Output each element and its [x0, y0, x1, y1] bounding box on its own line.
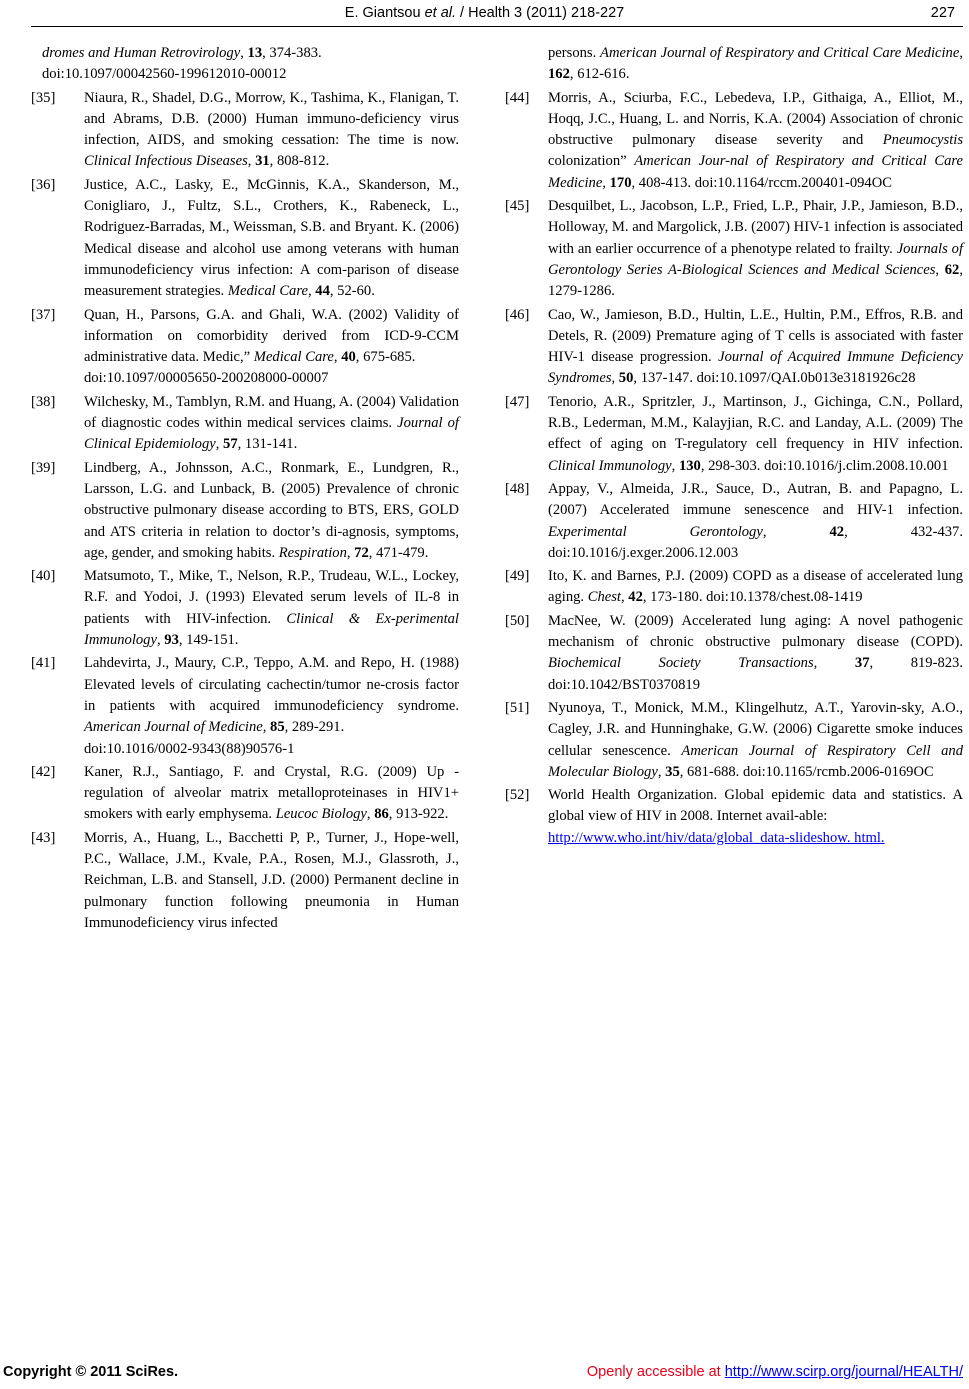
reference-continuation: persons. American Journal of Respiratory and Critical Care Medicine, 162, 612-616.: [548, 45, 963, 83]
ref-text: Morris, A., Sciurba, F.C., Lebedeva, I.P., Githaiga, A., Elliot, M., Hoqq, J.C., Huang, L. and Norris, K.A. (2004) Association of chronic obstructive pulmonary disease severity and: [548, 89, 963, 149]
ref-volume: 72: [354, 544, 369, 561]
ref-number: [43]: [31, 829, 56, 846]
ref-pages: , 675-685.: [355, 349, 416, 366]
ref-journal: dromes and Human Retrovirology: [42, 45, 241, 61]
reference-item: [37] Quan, H., Parsons, G.A. and Ghali, W.A. (2002) Validity of information on comorbidity derived from ICD-9-CCM administrative data. Medic,” Medical Care, 40, 675-685. doi:10.1097/00005650-200208000-00007: [31, 306, 459, 387]
ref-number: [45]: [505, 198, 530, 215]
ref-number: [47]: [505, 393, 530, 410]
ref-doi: doi:10.1016/0002-9343(88)90576-1: [84, 740, 295, 757]
reference-continuation: dromes and Human Retrovirology, 13, 374-383. doi:10.1097/00042560-199612010-00012: [42, 45, 322, 83]
ref-number: [40]: [31, 568, 56, 585]
ref-text: Desquilbet, L., Jacobson, L.P., Fried, L.P., Phair, J.P., Jamieson, B.D., Holloway, M. and Margolick, J.B. (2007) HIV-1 infection is associated with an earlier occurrence of a phenotype related to frailty.: [548, 198, 963, 257]
ref-text: Wilchesky, M., Tamblyn, R.M. and Huang, A. (2004) Validation of diagnostic codes within medical services claims.: [84, 393, 459, 432]
reference-item: [45] Desquilbet, L., Jacobson, L.P., Fried, L.P., Phair, J.P., Jamieson, B.D., Holloway, M. and Margolick, J.B. (2007) HIV-1 infection is associated with an earlier occurrence of a phenotype related to frailty. Journals of Gerontology Series A-Biological Sciences and Medical Sciences, 62, 1279-1286.: [505, 198, 964, 300]
reference-item: [31, 828, 459, 934]
ref-text: Ito, K. and Barnes, P.J. (2009) COPD as a disease of accelerated lung aging.: [548, 568, 963, 606]
ref-pages: , 471-479.: [368, 544, 429, 561]
left-reference-list: [31, 88, 459, 935]
page-number: 227: [930, 5, 955, 21]
ref-number: [48]: [505, 480, 530, 497]
ref-pages: , 149-151.: [178, 632, 239, 649]
ref-volume: 170: [609, 174, 632, 191]
page-footer: [0, 1364, 969, 1386]
reference-item: [47] Tenorio, A.R., Spritzler, J., Martinson, J., Gichinga, C.N., Pollard, R.B., Lederman, M.M., Kalayjian, R.C. and Landay, A.L. (2009) The effect of aging on T-regulatory cell frequency in HIV infection. Clinical Immunology, 130, 298-303. doi:10.1016/j.clim.2008.10.001: [505, 393, 963, 474]
ref-pages: , 913-922.: [388, 806, 449, 823]
ref-volume: 57: [223, 436, 238, 453]
ref-journal: Medical Care: [227, 283, 308, 300]
reference-item: [505, 785, 963, 849]
ref-text: colonization”: [548, 153, 635, 170]
ref-journal: Experimental Gerontology: [548, 523, 763, 540]
ref-journal: Medical Care: [253, 349, 334, 366]
reference-item: [35] Niaura, R., Shadel, D.G., Morrow, K., Tashima, K., Flanigan, T. and Abrams, D.B. (2000) Human immuno-deficiency virus infection, AIDS, and smoking cessation: The time is now. Clinical Infectious Diseases, 31, 808-812.: [31, 89, 459, 170]
reference-item: [48] Appay, V., Almeida, J.R., Sauce, D., Autran, B. and Papagno, L. (2007) Accelerated immune senescence and HIV-1 infection. Experimental Gerontology, 42, 432-437. doi:10.1016/j.exger.2006.12.003: [505, 480, 964, 561]
ref-text: Lindberg, A., Johnsson, A.C., Ronmark, E., Lundgren, R., Larsson, L.G. and Lunback, B. (2005) Prevalence of chronic obstructive pulmonary disease according to BTS, ERS, GOLD and ATS criteria in relation to doctor’s di-agnosis, symptoms, age, gender, and smoking habits.: [84, 459, 459, 561]
ref-text: Nyunoya, T., Monick, M.M., Klingelhutz, A.T., Yarovin-sky, A.O., Cagley, J.R. and Hunninghake, G.W. (2006) Cigarette smoke induces cellular senescence.: [548, 699, 963, 759]
ref-pages: , 137-147. doi:10.1097/QAI.0b013e3181926c28: [633, 370, 916, 387]
ref-text: Quan, H., Parsons, G.A. and Ghali, W.A. (2002) Validity of information on comorbidity derived from ICD-9-CCM administrative data. Medic,”: [84, 306, 459, 366]
reference-item: [36] Justice, A.C., Lasky, E., McGinnis, K.A., Skanderson, M., Conigliaro, J., Fultz, S.L., Crothers, K., Rabeneck, L., Rodriguez-Barradas, M., Weissman, S.B. and Bryant. K. (2006) Medical disease and alcohol use among veterans with human immunodeficiency virus infection: A com-parison of disease measurement strategies. Medical Care, 44, 52-60.: [31, 176, 459, 300]
ref-number: [41]: [31, 655, 56, 672]
ref-text: Cao, W., Jamieson, B.D., Hultin, L.E., Hultin, P.M., Effros, R.B. and Detels, R. (2009) Premature aging of T cells is associated with faster HIV-1 disease progression.: [548, 306, 963, 366]
ref-journal: American Journal of Respiratory Cell and Molecular Biology: [548, 742, 964, 780]
ref-text: Matsumoto, T., Mike, T., Nelson, R.P., Trudeau, W.L., Lockey, R.F. and Yodoi, J. (1993) Elevated serum levels of IL-8 in patients with HIV-infection.: [84, 568, 459, 627]
ref-number: [42]: [31, 763, 56, 780]
ref-volume: 37: [854, 655, 870, 672]
ref-number: [46]: [505, 306, 530, 323]
ref-pages: , 374-383.: [262, 45, 322, 61]
ref-pages: , 681-688. doi:10.1165/rcmb.2006-0169OC: [679, 763, 934, 780]
ref-volume: 42: [628, 589, 643, 606]
ref-pages: , 432-437. doi:10.1016/j.exger.2006.12.003: [548, 523, 964, 561]
ref-text: Tenorio, A.R., Spritzler, J., Martinson, J., Gichinga, C.N., Pollard, R.B., Lederman, M.M., Kalayjian, R.C. and Landay, A.L. (2009) The effect of aging on T-regulatory cell frequency in HIV infection.: [548, 393, 963, 453]
reference-item: [41] Lahdevirta, J., Maury, C.P., Teppo, A.M. and Repo, H. (1988) Elevated levels of circulating cachectin/tumor ne-crosis factor in patients with acquired immunodeficiency syndrome. American Journal of Medicine, 85, 289-291. doi:10.1016/0002-9343(88)90576-1: [31, 655, 459, 757]
header-et-al: et al.: [424, 5, 457, 21]
ref-number: [51]: [505, 699, 530, 716]
journal-link[interactable]: http://www.scirp.org/journal/HEALTH/: [724, 1364, 963, 1380]
ref-journal: Journal of Acquired Immune Deficiency Syndromes: [548, 349, 963, 387]
reference-item: [38] Wilchesky, M., Tamblyn, R.M. and Huang, A. (2004) Validation of diagnostic codes within medical services claims. Journal of Clinical Epidemiology, 57, 131-141.: [31, 393, 459, 453]
ref-text: persons.: [548, 45, 601, 61]
who-link[interactable]: http://www.who.int/hiv/data/global_data-slideshow. html.: [548, 829, 885, 846]
ref-volume: 13: [247, 45, 263, 61]
ref-number: [36]: [31, 176, 56, 193]
ref-text: Justice, A.C., Lasky, E., McGinnis, K.A., Skanderson, M., Conigliaro, J., Fultz, S.L., Crothers, K., Rabeneck, L., Rodriguez-Barradas, M., Weissman, S.B. and Bryant. K. (2006) Medical disease and alcohol use among veterans with human immunodeficiency virus infection: A com-parison of disease measurement strategies.: [84, 176, 459, 300]
ref-pages: , 808-812.: [269, 153, 330, 170]
ref-number: [49]: [505, 568, 530, 585]
ref-number: [50]: [505, 612, 530, 629]
ref-journal: Respiration: [278, 544, 347, 561]
ref-number: [52]: [505, 787, 530, 804]
ref-volume: 86: [374, 806, 389, 823]
reference-item: [44] Morris, A., Sciurba, F.C., Lebedeva, I.P., Githaiga, A., Elliot, M., Hoqq, J.C., Huang, L. and Norris, K.A. (2004) Association of chronic obstructive pulmonary disease severity and Pneumocystis colonization” American Jour-nal of Respiratory and Critical Care Medicine, 170, 408-413. doi:10.1164/rccm.200401-094OC: [505, 89, 964, 191]
reference-item: [49] Ito, K. and Barnes, P.J. (2009) COPD as a disease of accelerated lung aging. Chest, 42, 173-180. doi:10.1378/chest.08-1419: [505, 568, 963, 606]
header-citation: / Health 3 (2011) 218-227: [456, 5, 625, 21]
reference-item: [39] Lindberg, A., Johnsson, A.C., Ronmark, E., Lundgren, R., Larsson, L.G. and Lunback, B. (2005) Prevalence of chronic obstructive pulmonary disease according to BTS, ERS, GOLD and ATS criteria in relation to doctor’s di-agnosis, symptoms, age, gender, and smoking habits. Respiration, 72, 471-479.: [31, 459, 459, 561]
running-header: [0, 5, 969, 21]
ref-text: Appay, V., Almeida, J.R., Sauce, D., Autran, B. and Papagno, L. (2007) Accelerated immune senescence and HIV-1 infection.: [548, 480, 963, 519]
ref-journal: American Journal of Respiratory and Critical Care Medicine: [600, 45, 960, 61]
reference-item: [40] Matsumoto, T., Mike, T., Nelson, R.P., Trudeau, W.L., Lockey, R.F. and Yodoi, J. (1993) Elevated serum levels of IL-8 in patients with HIV-infection. Clinical & Ex-perimental Immunology, 93, 149-151.: [31, 568, 459, 649]
ref-journal: Journals of Gerontology Series A-Biological Sciences and Medical Sciences: [548, 240, 964, 278]
ref-number: [35]: [31, 89, 56, 106]
right-reference-list: [505, 196, 963, 783]
copyright: Copyright © 2011 SciRes.: [3, 1364, 179, 1380]
ref-volume: 85: [270, 719, 285, 736]
reference-item: [42] Kaner, R.J., Santiago, F. and Crystal, R.G. (2009) Up -regulation of alveolar matrix metalloproteinases in HIV1+ smokers with early emphysema. Leucoc Biology, 86, 913-922.: [31, 763, 459, 823]
open-access-notice: [587, 1364, 963, 1380]
access-text: Openly accessible at: [586, 1364, 725, 1380]
ref-journal: Journal of Clinical Epidemiology: [84, 415, 459, 453]
ref-volume: 44: [315, 283, 330, 300]
ref-text: Niaura, R., Shadel, D.G., Morrow, K., Tashima, K., Flanigan, T. and Abrams, D.B. (2000) Human immuno-deficiency virus infection, AIDS, and smoking cessation: The time is now.: [84, 89, 459, 149]
ref-volume: 42: [829, 523, 845, 540]
ref-journal: Leucoc Biology: [275, 806, 367, 823]
ref-journal: American Journal of Medicine: [84, 719, 263, 736]
reference-item: [51] Nyunoya, T., Monick, M.M., Klingelhutz, A.T., Yarovin-sky, A.O., Cagley, J.R. and Hunninghake, G.W. (2006) Cigarette smoke induces cellular senescence. American Journal of Respiratory Cell and Molecular Biology, 35, 681-688. doi:10.1165/rcmb.2006-0169OC: [505, 699, 964, 780]
ref-doi: doi:10.1097/00005650-200208000-00007: [84, 370, 329, 387]
ref-pages: , 1279-1286.: [548, 261, 963, 300]
ref-volume: 93: [164, 632, 179, 649]
ref-journal: Clinical Immunology: [548, 457, 672, 474]
ref-pages: , 298-303. doi:10.1016/j.clim.2008.10.001: [700, 457, 949, 474]
ref-doi: doi:10.1097/00042560-199612010-00012: [42, 66, 287, 83]
ref-number: [37]: [31, 306, 56, 323]
ref-journal: Chest: [587, 589, 621, 606]
ref-pages: , 612-616.: [569, 66, 630, 83]
ref-volume: 162: [548, 66, 570, 83]
ref-pages: , 173-180. doi:10.1378/chest.08-1419: [642, 589, 863, 606]
left-column: [31, 43, 459, 936]
ref-pages: , 819-823. doi:10.1042/BST0370819: [548, 655, 964, 693]
ref-number: [44]: [505, 89, 530, 106]
ref-volume: 40: [341, 349, 356, 366]
ref-volume: 31: [255, 153, 270, 170]
ref-text: Morris, A., Huang, L., Bacchetti P, P., Turner, J., Hope-well, P.C., Wallace, J.M., Kvale, P.A., Rosen, M.J., Glassroth, J., Reichman, L.B. and Stansell, J.D. (2000) Permanent decline in pulmonary function following pneumonia in Human Immunodeficiency virus infected: [84, 829, 459, 931]
ref-journal: Clinical & Ex-perimental Immunology: [84, 610, 459, 649]
ref-journal: Biochemical Society Transactions: [548, 655, 814, 672]
header-rule: [31, 26, 963, 27]
ref-pages: , 131-141.: [237, 436, 298, 453]
page-header: [0, 4, 969, 26]
ref-volume: 130: [678, 457, 701, 474]
ref-organism: Pneumocystis: [882, 132, 963, 149]
ref-volume: 50: [618, 370, 634, 387]
ref-journal: Clinical Infectious Diseases: [84, 153, 248, 170]
reference-item: [50] MacNee, W. (2009) Accelerated lung aging: A novel pathogenic mechanism of chronic obstructive pulmonary disease (COPD). Biochemical Society Transactions, 37, 819-823. doi:10.1042/BST0370819: [505, 612, 964, 693]
ref-text: Kaner, R.J., Santiago, F. and Crystal, R.G. (2009) Up -regulation of alveolar matrix metalloproteinases in HIV1+ smokers with early emphysema.: [84, 763, 459, 823]
ref-text: MacNee, W. (2009) Accelerated lung aging: A novel pathogenic mechanism of chronic obstructive pulmonary disease (COPD).: [548, 612, 963, 651]
header-authors: E. Giantsou: [344, 5, 425, 21]
right-column: [505, 43, 963, 851]
ref-journal: American Jour-nal of Respiratory and Critical Care Medicine: [548, 153, 964, 191]
ref-volume: 35: [665, 763, 680, 780]
ref-number: [39]: [31, 459, 56, 476]
reference-item: [46] Cao, W., Jamieson, B.D., Hultin, L.E., Hultin, P.M., Effros, R.B. and Detels, R. (2009) Premature aging of T cells is associated with faster HIV-1 disease progression. Journal of Acquired Immune Deficiency Syndromes, 50, 137-147. doi:10.1097/QAI.0b013e3181926c28: [505, 306, 963, 387]
ref-pages: , 52-60.: [329, 283, 375, 300]
ref-text: World Health Organization. Global epidemic data and statistics. A global view of HIV in 2008. Internet avail-able:: [548, 787, 963, 825]
ref-volume: 62: [944, 261, 960, 278]
ref-text: Lahdevirta, J., Maury, C.P., Teppo, A.M. and Repo, H. (1988) Elevated levels of circulating cachectin/tumor ne-crosis factor in patients with acquired immunodeficiency syndrome.: [84, 655, 459, 714]
ref-pages: , 408-413. doi:10.1164/rccm.200401-094OC: [631, 174, 892, 191]
ref-pages: , 289-291.: [284, 719, 345, 736]
ref-number: [38]: [31, 393, 56, 410]
